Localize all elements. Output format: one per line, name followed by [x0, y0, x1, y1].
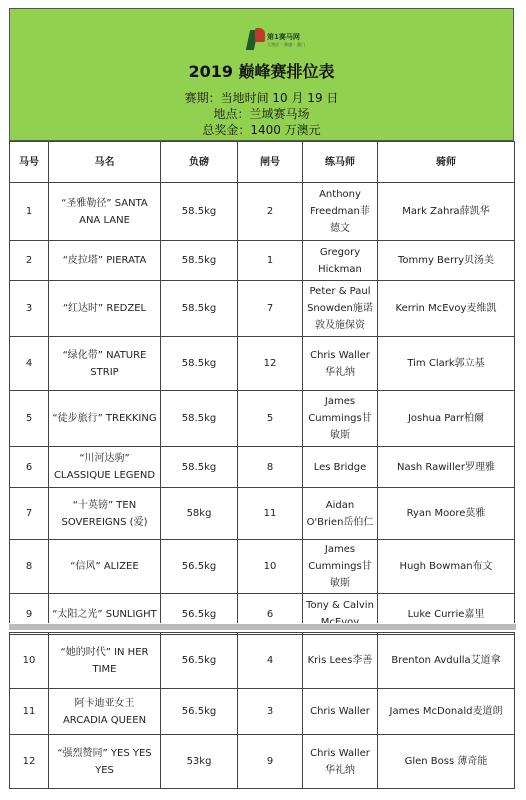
- logo-name: 第1赛马网: [267, 33, 300, 41]
- race-date: 赛期：当地时间 10 月 19 日: [184, 91, 339, 105]
- cell-barrier: 8: [238, 447, 303, 488]
- cell-barrier: 12: [238, 337, 303, 391]
- table-row: [10, 540, 515, 594]
- cell-trainer: James Cummings甘敏斯: [303, 540, 378, 594]
- cell-weight: 56.5kg: [161, 633, 238, 689]
- cell-barrier: 9: [238, 735, 303, 789]
- cell-horse: “圣雅勒径” SANTA ANA LANE: [49, 183, 161, 241]
- cell-horse: “信风” ALIZEE: [49, 540, 161, 594]
- table-row: [10, 183, 515, 241]
- cell-trainer: Gregory Hickman: [303, 241, 378, 281]
- cell-trainer: Chris Waller华礼纳: [303, 337, 378, 391]
- cell-weight: 58kg: [161, 488, 238, 540]
- table-row: [10, 241, 515, 281]
- cell-horse: “皮拉塔” PIERATA: [49, 241, 161, 281]
- barrier-table: [9, 141, 515, 635]
- col-header-jockey: 骑师: [378, 142, 515, 183]
- cell-horse: “强烈赞同” YES YES YES: [49, 735, 161, 789]
- cell-number: 8: [10, 540, 49, 594]
- cell-jockey: Mark Zahra薛凯华: [378, 183, 515, 241]
- table-header-row: [10, 142, 515, 183]
- cell-trainer: Kris Lees李善: [303, 633, 378, 689]
- header-banner: [9, 8, 514, 141]
- cell-horse: “川河达驹” CLASSIQUE LEGEND: [49, 447, 161, 488]
- cell-weight: 58.5kg: [161, 337, 238, 391]
- table-row: [10, 391, 515, 447]
- col-header-barrier: 闸号: [238, 142, 303, 183]
- cell-trainer: Anthony Freedman菲德文: [303, 183, 378, 241]
- cell-barrier: 7: [238, 281, 303, 337]
- cell-number: 1: [10, 183, 49, 241]
- cell-number: 2: [10, 241, 49, 281]
- cell-number: 9: [10, 594, 49, 635]
- cell-jockey: Glen Boss 薄奇能: [378, 735, 515, 789]
- cell-barrier: 6: [238, 594, 303, 635]
- cell-barrier: 3: [238, 689, 303, 735]
- barrier-table-continued: [9, 632, 515, 789]
- table-row: [10, 281, 515, 337]
- cell-weight: 53kg: [161, 735, 238, 789]
- cell-horse: “红达时” REDZEL: [49, 281, 161, 337]
- cell-trainer: Aidan O'Brien岳伯仁: [303, 488, 378, 540]
- cell-barrier: 5: [238, 391, 303, 447]
- site-logo[interactable]: [248, 28, 310, 52]
- cell-weight: 58.5kg: [161, 447, 238, 488]
- cell-jockey: James McDonald麦道朗: [378, 689, 515, 735]
- race-venue: 地点：兰域赛马场: [213, 107, 310, 121]
- cell-jockey: Kerrin McEvoy麦维凯: [378, 281, 515, 337]
- cell-barrier: 10: [238, 540, 303, 594]
- cell-jockey: Joshua Parr柏爾: [378, 391, 515, 447]
- cell-trainer: Peter & Paul Snowden施诺敦及施保资: [303, 281, 378, 337]
- cell-trainer: Tony & Calvin: [303, 594, 378, 635]
- logo-subtitle: 大湾区 · 香港 · 澳门: [267, 42, 306, 47]
- cell-horse: “太阳之光” SUNLIGHT: [49, 594, 161, 635]
- col-header-trainer: 练马师: [303, 142, 378, 183]
- cell-horse: 阿卡迪亚女王 ARCADIA QUEEN: [49, 689, 161, 735]
- cell-weight: 56.5kg: [161, 689, 238, 735]
- table-break-shadow: [9, 624, 516, 630]
- cell-barrier: 1: [238, 241, 303, 281]
- cell-weight: 58.5kg: [161, 391, 238, 447]
- page-title: 2019 巅峰赛排位表: [188, 62, 335, 81]
- cell-jockey: Tim Clark郭立基: [378, 337, 515, 391]
- cell-horse: “徒步旅行” TREKKING: [49, 391, 161, 447]
- cell-weight: 58.5kg: [161, 241, 238, 281]
- table-row: [10, 735, 515, 789]
- table-row: [10, 337, 515, 391]
- cell-number: 4: [10, 337, 49, 391]
- cell-number: 3: [10, 281, 49, 337]
- cell-jockey: Hugh Bowman布文: [378, 540, 515, 594]
- cell-weight: 58.5kg: [161, 281, 238, 337]
- cell-trainer: Chris Waller华礼纳: [303, 735, 378, 789]
- cell-horse: “十英镑” TEN SOVEREIGNS (爱): [49, 488, 161, 540]
- cell-number: 12: [10, 735, 49, 789]
- cell-trainer: James Cummings甘敏斯: [303, 391, 378, 447]
- col-header-horse: 马名: [49, 142, 161, 183]
- table-row: [10, 633, 515, 689]
- cell-jockey: Tommy Berry贝汤美: [378, 241, 515, 281]
- cell-jockey: Luke Currie嘉里: [378, 594, 515, 635]
- cell-jockey: Brenton Avdulla艾道拿: [378, 633, 515, 689]
- cell-number: 11: [10, 689, 49, 735]
- table-row: [10, 689, 515, 735]
- cell-jockey: Ryan Moore莫雅: [378, 488, 515, 540]
- cell-horse: “她的时代” IN HER TIME: [49, 633, 161, 689]
- cell-trainer: Chris Waller: [303, 689, 378, 735]
- cell-number: 10: [10, 633, 49, 689]
- cell-barrier: 2: [238, 183, 303, 241]
- cell-number: 6: [10, 447, 49, 488]
- col-header-number: 马号: [10, 142, 49, 183]
- cell-number: 5: [10, 391, 49, 447]
- logo-mark-icon: [248, 28, 266, 52]
- cell-jockey: Nash Rawiller罗理雅: [378, 447, 515, 488]
- cell-trainer: Les Bridge: [303, 447, 378, 488]
- cell-horse: “绿化带” NATURE STRIP: [49, 337, 161, 391]
- cell-barrier: 11: [238, 488, 303, 540]
- cell-barrier: 4: [238, 633, 303, 689]
- cell-number: 7: [10, 488, 49, 540]
- col-header-weight: 负磅: [161, 142, 238, 183]
- cell-weight: 58.5kg: [161, 183, 238, 241]
- table-row: [10, 447, 515, 488]
- table-row: [10, 488, 515, 540]
- race-prize: 总奖金：1400 万澳元: [202, 123, 321, 137]
- cell-weight: 56.5kg: [161, 540, 238, 594]
- cell-weight: 56.5kg: [161, 594, 238, 635]
